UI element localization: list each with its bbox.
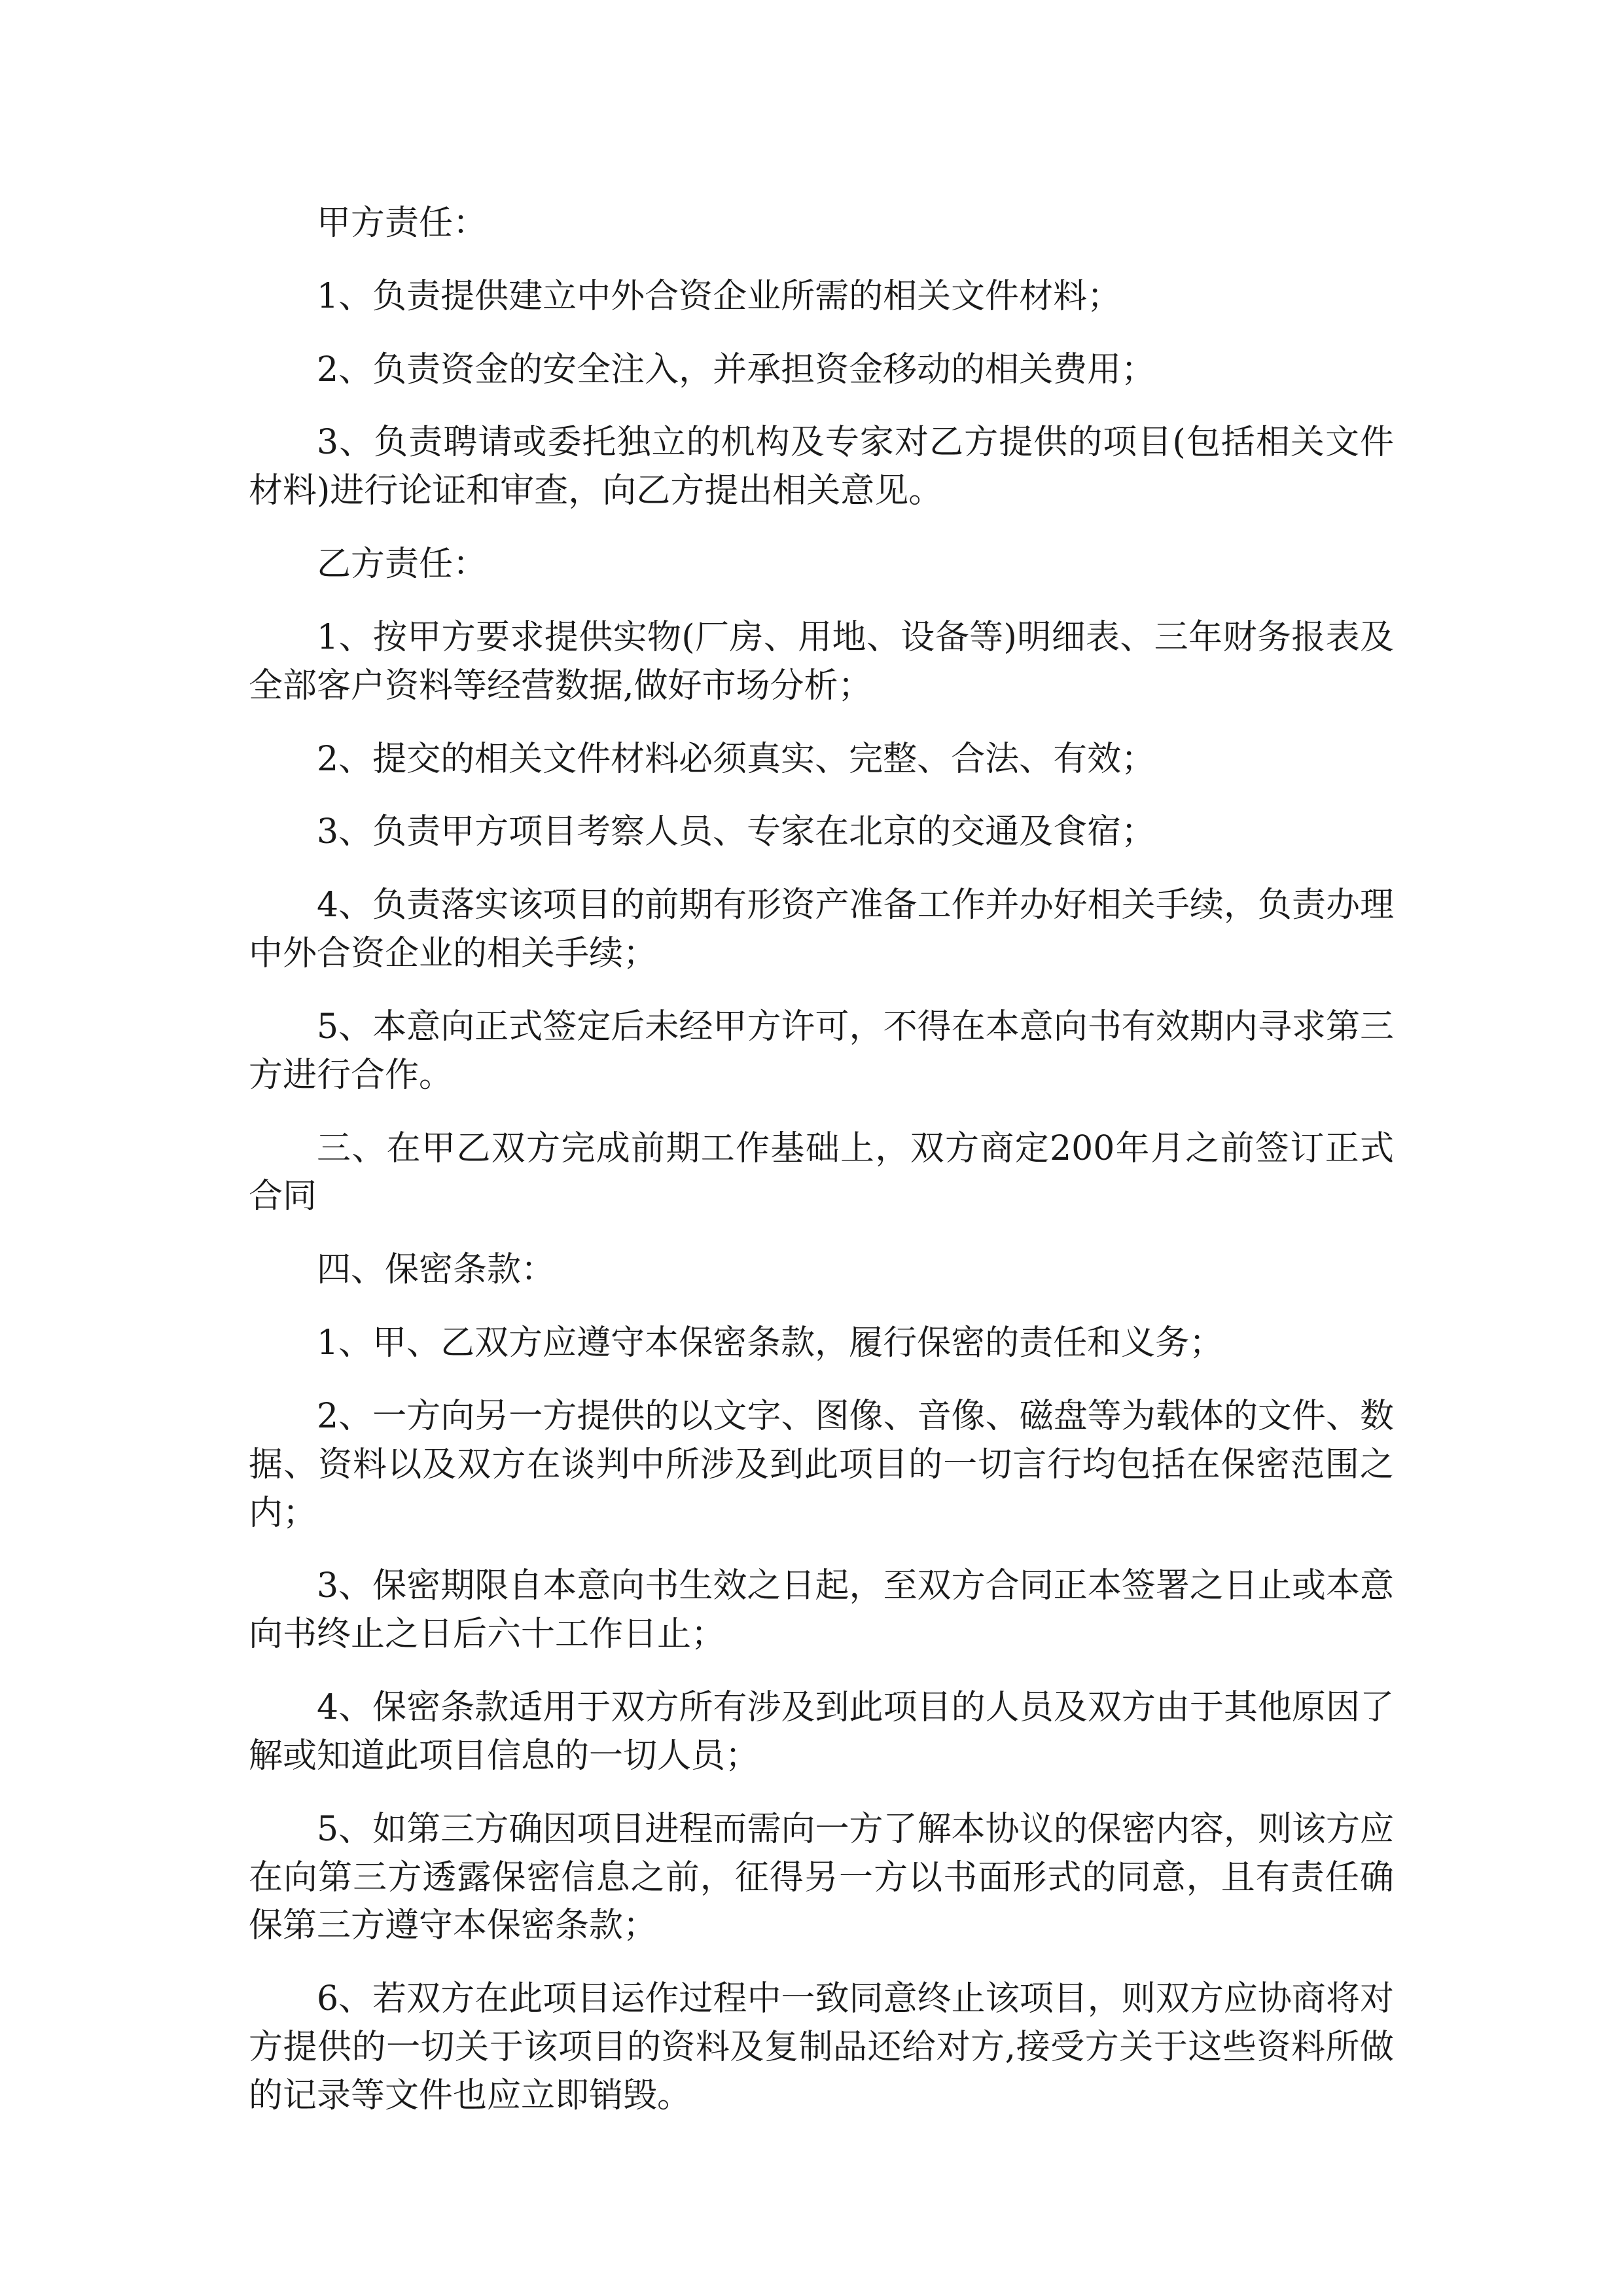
party-a-item-2: 2、负责资金的安全注入，并承担资金移动的相关费用； <box>317 350 1156 389</box>
confidentiality-item-4: 4、保密条款适用于双方所有涉及到此项目的人员及双方由于其他原因了解或知道此项目信息的一切人员； <box>249 1688 1394 1776</box>
party-b-item-1: 1、按甲方要求提供实物(厂房、用地、设备等)明细表、三年财务报表及全部客户资料等经营数据,做好市场分析； <box>249 617 1394 706</box>
party-b-item-2: 2、提交的相关文件材料必须真实、完整、合法、有效； <box>317 739 1156 779</box>
party-b-item-5: 5、本意向正式签定后未经甲方许可，不得在本意向书有效期内寻求第三方进行合作。 <box>249 1007 1394 1095</box>
party-a-item-1: 1、负责提供建立中外合资企业所需的相关文件材料； <box>317 276 1122 316</box>
party-b-item-3: 3、负责甲方项目考察人员、专家在北京的交通及食宿； <box>317 812 1156 852</box>
party-b-item-4: 4、负责落实该项目的前期有形资产准备工作并办好相关手续，负责办理中外合资企业的相关手续； <box>249 886 1394 974</box>
party-a-item-3: 3、负责聘请或委托独立的机构及专家对乙方提供的项目(包括相关文件材料)进行论证和审查，向乙方提出相关意见。 <box>249 423 1394 511</box>
clause-three: 三、在甲乙双方完成前期工作基础上，双方商定200年月之前签订正式合同 <box>249 1128 1394 1217</box>
section-heading-party-a: 甲方责任： <box>317 204 488 243</box>
confidentiality-item-1: 1、甲、乙双方应遵守本保密条款，履行保密的责任和义务； <box>317 1323 1224 1363</box>
confidentiality-item-3: 3、保密期限自本意向书生效之日起，至双方合同正本签署之日止或本意向书终止之日后六十工作日止； <box>249 1566 1394 1655</box>
section-heading-confidentiality: 四、保密条款： <box>317 1250 556 1290</box>
confidentiality-item-5: 5、如第三方确因项目进程而需向一方了解本协议的保密内容，则该方应在向第三方透露保密信息之前，征得另一方以书面形式的同意，且有责任确保第三方遵守本保密条款； <box>249 1809 1394 1946</box>
confidentiality-item-2: 2、一方向另一方提供的以文字、图像、音像、磁盘等为载体的文件、数据、资料以及双方在谈判中所涉及到此项目的一切言行均包括在保密范围之内； <box>249 1396 1394 1533</box>
document-body <box>249 200 1394 2145</box>
confidentiality-item-6: 6、若双方在此项目运作过程中一致同意终止该项目，则双方应协商将对方提供的一切关于该项目的资料及复制品还给对方,接受方关于这些资料所做的记录等文件也应立即销毁。 <box>249 1979 1394 2115</box>
section-heading-party-b: 乙方责任： <box>317 545 488 584</box>
